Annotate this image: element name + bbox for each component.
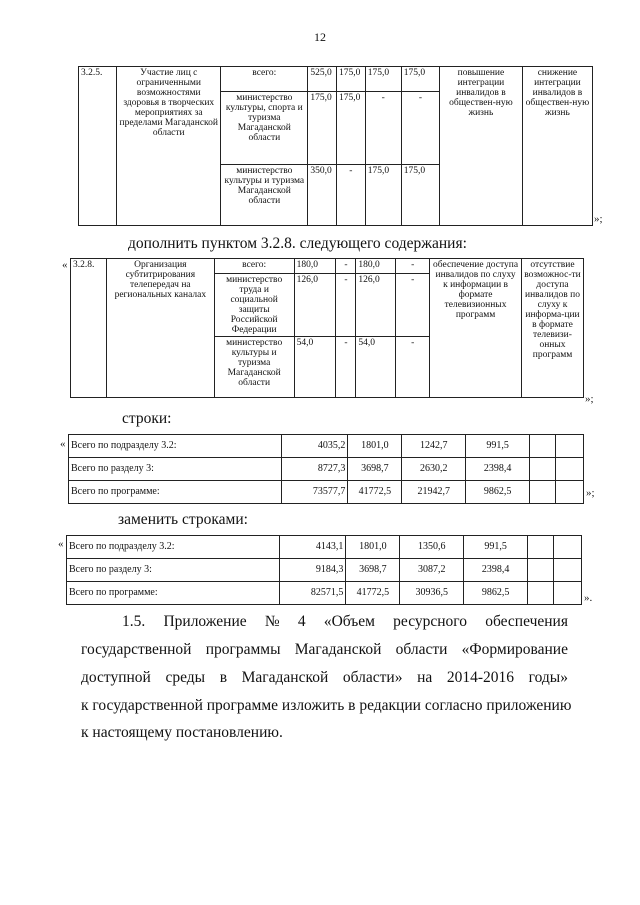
value-cell: 1801,0 [348,435,402,458]
executor: министерство культуры, спорта и туризма Магаданской области [221,92,308,165]
value-cell: 41772,5 [348,481,402,504]
value-cell: 175,0 [337,67,366,92]
value-cell: 991,5 [466,435,530,458]
word: 1.5. [122,613,146,630]
word: доступной [81,669,151,686]
value-cell: - [365,92,401,165]
value-cell: 9862,5 [466,481,530,504]
paragraph-line: к государственной программе изложить в редакции согласно приложению [81,697,572,714]
value-cell: 4143,1 [280,536,346,559]
row-label: Всего по разделу 3: [69,458,282,481]
word: 4 [297,613,306,630]
executor: министерство культуры и туризма Магаданской области [214,337,294,398]
value-cell: - [401,92,439,165]
executor: министерство культуры и туризма Магаданской области [221,165,308,226]
table-3-2-8 [70,258,584,398]
totals-table-old [68,434,584,504]
paragraph-line [81,636,568,663]
value-cell: - [336,259,356,274]
row-label: Всего по программе: [67,582,280,605]
word: «Формирование [461,641,568,658]
item-code: 3.2.5. [79,67,117,226]
row-label: Всего по подразделу 3.2: [69,435,282,458]
paragraph-line [122,608,568,635]
totals-table-new [66,535,582,605]
value-cell: 3087,2 [400,559,464,582]
value-cell: 525,0 [308,67,337,92]
word: 2014-2016 [446,669,515,686]
value-cell: 1801,0 [346,536,400,559]
open-quote: « [62,259,68,271]
value-cell: 41772,5 [346,582,400,605]
value-cell: - [396,259,430,274]
value-cell: - [396,337,430,398]
word: Магаданской [294,641,382,658]
word: обеспечения [485,613,568,630]
value-cell: 73577,7 [282,481,348,504]
value-cell: 180,0 [294,259,336,274]
lines-label: строки: [122,410,172,427]
open-quote: « [60,438,66,450]
expected-result: обеспечение доступа инвалидов по слуху к информации в формате телевизионных программ [430,259,522,398]
value-cell: 82571,5 [280,582,346,605]
page-number: 12 [314,30,326,44]
value-cell: 180,0 [356,259,396,274]
paragraph-line [81,664,568,691]
close-quote: »; [585,393,594,405]
value-cell: 2398,4 [464,559,528,582]
word: на [417,669,433,686]
value-cell: 3698,7 [348,458,402,481]
value-cell: - [337,165,366,226]
close-quote: ». [584,592,593,604]
word: программы [205,641,281,658]
value-cell: 175,0 [365,165,401,226]
value-cell: - [336,274,356,337]
value-cell: 4035,2 [282,435,348,458]
word: государственной [81,641,192,658]
value-cell: 175,0 [337,92,366,165]
value-cell: 21942,7 [402,481,466,504]
problem-text: отсутствие возможнос-ти доступа инвалидов по слуху к информа-ции в формате телевизи-онных программ [521,259,583,398]
executor: министерство труда и социальной защиты Российской Федерации [214,274,294,337]
row-label: Всего по программе: [69,481,282,504]
close-quote: »; [594,213,603,225]
value-cell: - [396,274,430,337]
add-point-text: дополнить пунктом 3.2.8. следующего содержания: [128,235,467,252]
item-name: Организация субтитрирования телепередач на региональных каналах [106,259,214,398]
value-cell: 175,0 [401,67,439,92]
value-cell: 126,0 [356,274,396,337]
word: ресурсного [393,613,468,630]
word: области» [342,669,403,686]
row-label: Всего по разделу 3: [67,559,280,582]
executor: всего: [214,259,294,274]
word: в [219,669,228,686]
value-cell: 9862,5 [464,582,528,605]
value-cell: 2398,4 [466,458,530,481]
expected-result: повышение интеграции инвалидов в обществен-ную жизнь [440,67,523,226]
value-cell: 350,0 [308,165,337,226]
value-cell: 2630,2 [402,458,466,481]
paragraph-line: к настоящему постановлению. [81,724,283,741]
problem-text: снижение интеграции инвалидов в обществен-ную жизнь [522,67,592,226]
value-cell: 30936,5 [400,582,464,605]
value-cell: 54,0 [356,337,396,398]
word: «Объем [323,613,375,630]
replace-label: заменить строками: [118,511,248,528]
word: Магаданской [241,669,329,686]
word: области [395,641,448,658]
word: № [264,613,280,630]
value-cell: 1350,6 [400,536,464,559]
value-cell: 9184,3 [280,559,346,582]
value-cell: 991,5 [464,536,528,559]
value-cell: 175,0 [401,165,439,226]
open-quote: « [58,538,64,550]
item-code: 3.2.8. [71,259,107,398]
value-cell: 1242,7 [402,435,466,458]
item-name: Участие лиц с ограниченными возможностями здоровья в творческих мероприятиях за пределами Магаданской области [117,67,221,226]
word: годы» [528,669,568,686]
value-cell: 175,0 [365,67,401,92]
word: среды [165,669,206,686]
row-label: Всего по подразделу 3.2: [67,536,280,559]
value-cell: 126,0 [294,274,336,337]
word: Приложение [163,613,247,630]
value-cell: 54,0 [294,337,336,398]
value-cell: - [336,337,356,398]
table-3-2-5 [78,66,593,226]
executor: всего: [221,67,308,92]
close-quote: »; [586,487,595,499]
value-cell: 175,0 [308,92,337,165]
value-cell: 8727,3 [282,458,348,481]
value-cell: 3698,7 [346,559,400,582]
